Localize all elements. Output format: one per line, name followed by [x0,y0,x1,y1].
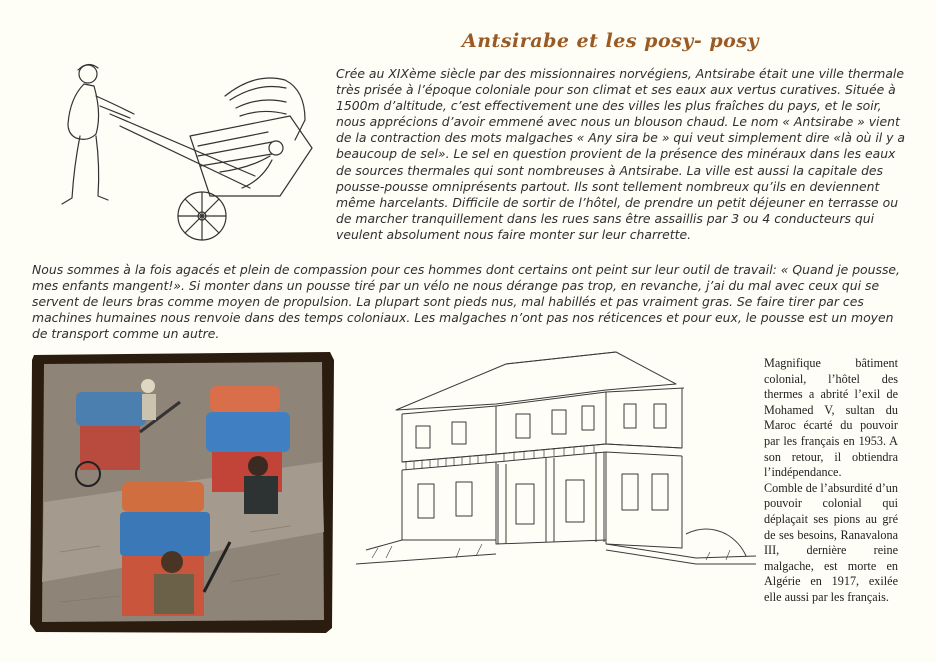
page-title: Antsirabe et les posy- posy [462,30,760,52]
hotel-des-thermes-sketch [356,344,756,584]
rickshaw-puller-sketch [40,56,330,246]
caption-paragraph: Comble de l’absurdité d’un pouvoir colonial qui déplaçait ses pions au gré de ses besoins, Ranavalona III, dernière reine malgache, est morte en Algérie en 1917, exilée elle aussi par les français. [764,480,898,604]
building-caption [764,356,898,606]
body-paragraph: Nous sommes à la fois agacés et plein de compassion pour ces hommes dont certains ont peint sur leur outil de travail: « Quand je pousse, mes enfants mangent!». Si monter dans un pousse tiré par un vélo ne nous dérange pas trop, en revanche, j’ai du mal avec ceux qui se servent de leurs bras comme moyen de propulsion. La plupart sont pieds nus, mal habillés et pas vraiment gras. Se faire tirer par ces machines humaines nous renvoie dans des temps coloniaux. Les malgaches n’ont pas nos réticences et pour eux, le pousse est un moyen de transport comme un autre. [32,262,900,342]
caption-paragraph: Magnifique bâtiment colonial, l’hôtel des thermes a abrité l’exil de Mohamed V, sultan du Maroc écarté du pouvoir par les français en 1953. A son retour, il obtiendra l’indépendance. [764,356,898,480]
intro-paragraph: Crée au XIXème siècle par des missionnaires norvégiens, Antsirabe était une ville thermale très prisée à l’époque coloniale pour son climat et ses eaux aux vertus curatives. Située à 1500m d’altitude, c’est effectivement une des villes les plus fraîches du pays, et le soir, nous apprécions d’avoir emmené avec nous un blouson chaud. Le nom « Antsirabe » vient de la contraction des mots malgaches « Any sira be » qui veut simplement dire «là où il y a beaucoup de sel». Le sel en question provient de la présence des minéraux dans les eaux de sources thermales qui sont nombreuses à Antsirabe. La ville est aussi la capitale des pousse-pousse omniprésents partout. Ils sont tellement nombreux qu’ils en deviennent même harcelants. Difficile de sortir de l’hôtel, de prendre un petit déjeuner en terrasse ou de marcher tranquillement dans les rues sans être assaillis par 3 ou 4 conducteurs qui veulent absolument nous faire monter sur leur charrette. [336,66,906,242]
cycle-rickshaw-painting [30,352,336,634]
